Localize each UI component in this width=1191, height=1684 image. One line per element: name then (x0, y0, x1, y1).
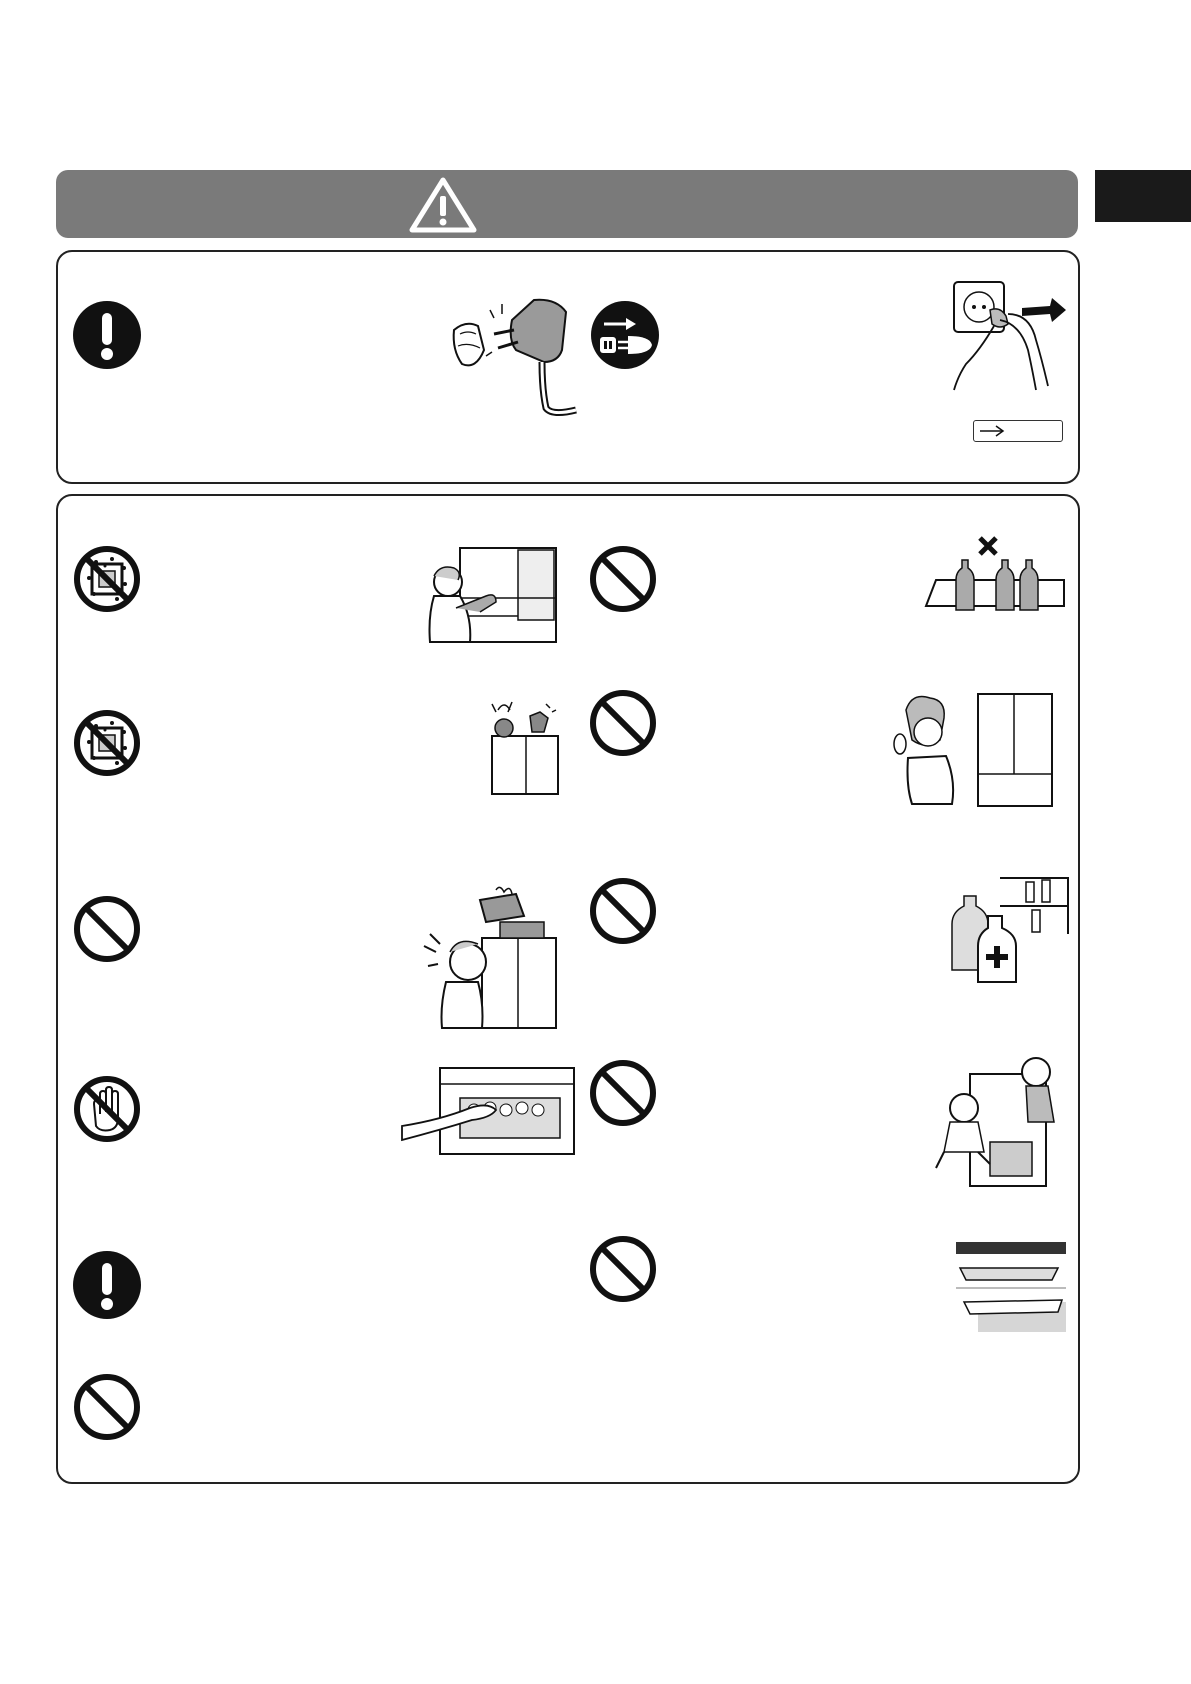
no-touch-icon (72, 1074, 142, 1144)
vase-on-fridge-illustration (470, 696, 562, 796)
page-reference-box (973, 420, 1063, 442)
no-water-icon (72, 544, 142, 614)
spraying-fridge-interior-illustration (420, 546, 562, 646)
prohibited-icon (588, 1234, 658, 1304)
unplug-icon (590, 300, 660, 370)
section-tab (1095, 170, 1191, 222)
prohibited-icon (72, 1372, 142, 1442)
falling-objects-illustration (420, 886, 562, 1032)
no-water-icon (72, 708, 142, 778)
mandatory-icon (72, 300, 142, 370)
prohibited-icon (588, 688, 658, 758)
prohibited-icon (588, 876, 658, 946)
mandatory-icon (72, 1250, 142, 1320)
prohibited-icon (72, 894, 142, 964)
bottles-on-shelf-illustration (922, 530, 1068, 626)
pull-plug-illustration (950, 280, 1070, 420)
hand-in-drawer-illustration (400, 1064, 578, 1160)
plug-cleaning-illustration (446, 290, 586, 420)
prohibited-actions-section (56, 494, 1080, 1484)
hairspray-near-fridge-illustration (890, 690, 1056, 808)
prohibited-icon (588, 1058, 658, 1128)
warning-triangle-icon (408, 176, 478, 234)
caution-banner (56, 170, 1078, 238)
medicines-illustration (950, 874, 1072, 984)
glass-shelf-illustration (954, 1238, 1068, 1336)
prohibited-icon (588, 544, 658, 614)
arrow-right-icon (974, 421, 1014, 441)
children-climbing-illustration (930, 1052, 1070, 1188)
